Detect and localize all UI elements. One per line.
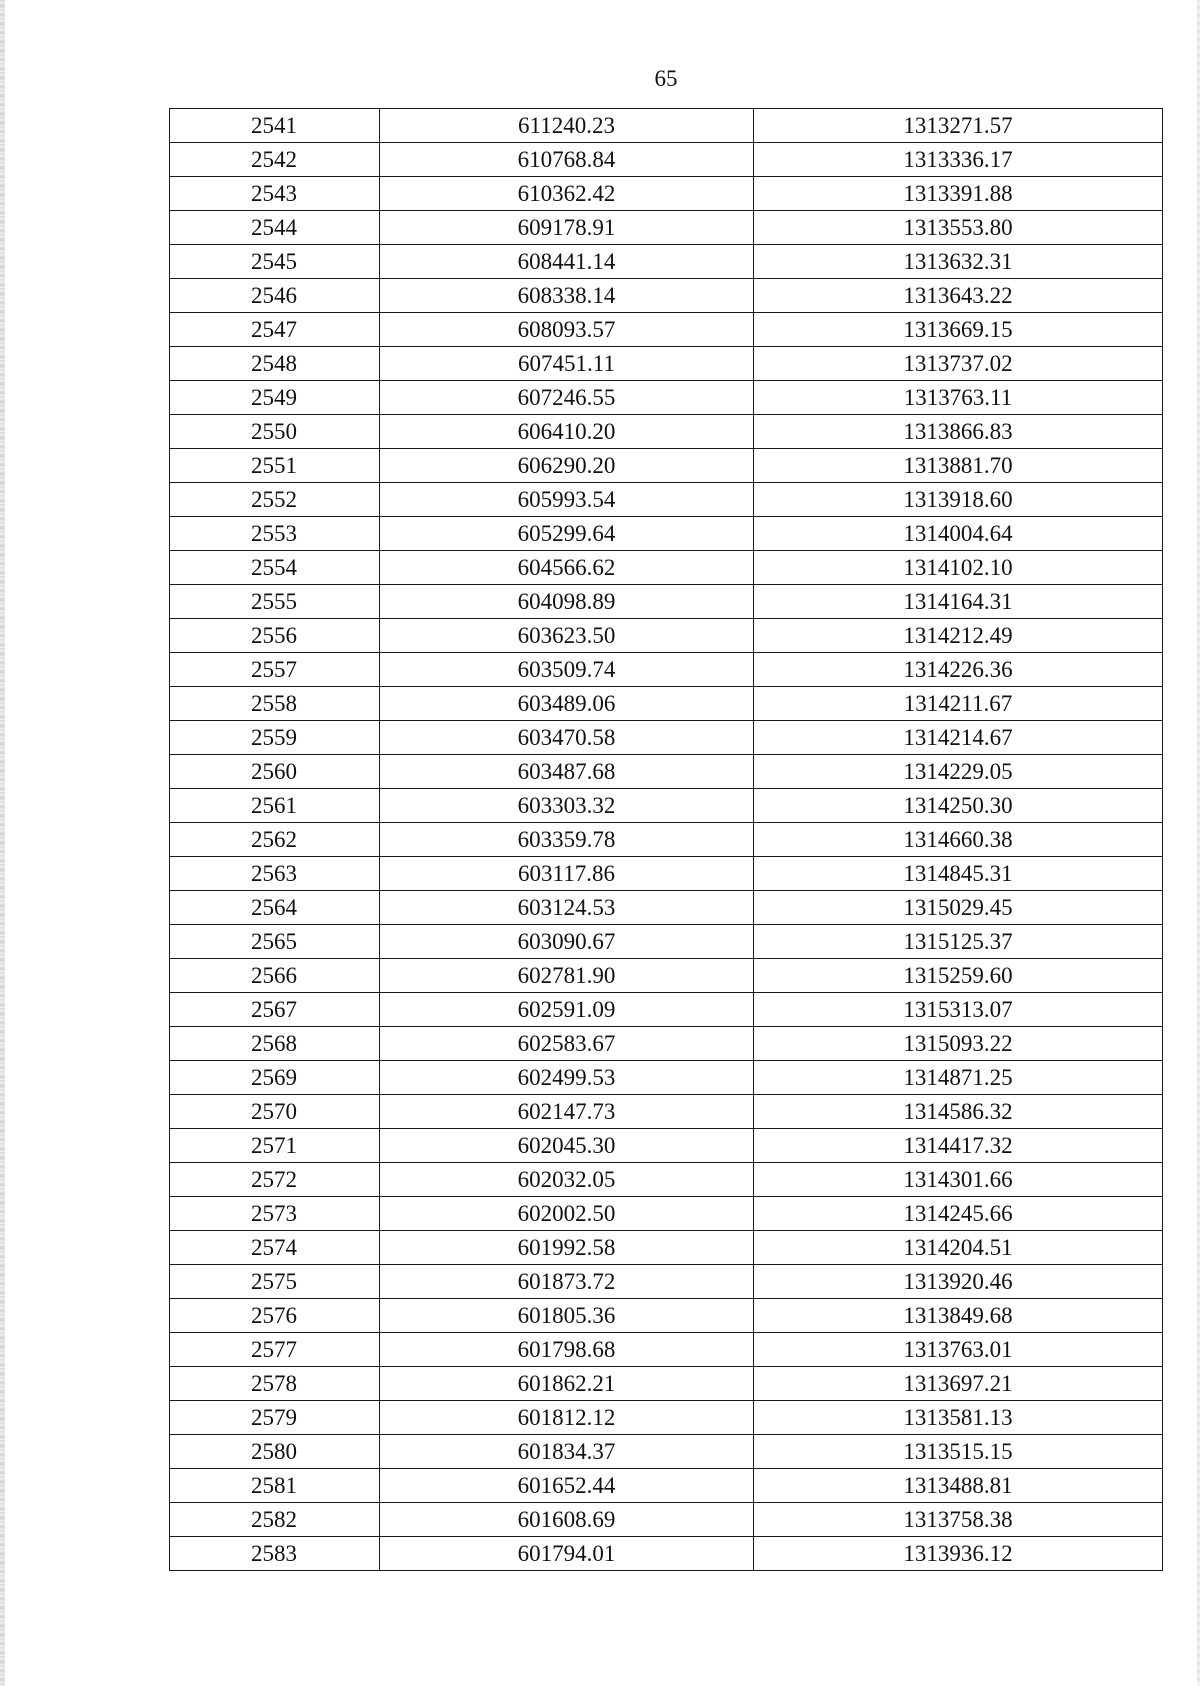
table-row (170, 653, 1163, 687)
table-row (170, 1367, 1163, 1401)
x-coordinate-cell: 605299.64 (380, 517, 754, 551)
point-number-cell: 2571 (170, 1129, 380, 1163)
y-coordinate-cell: 1314204.51 (754, 1231, 1163, 1265)
table-row (170, 245, 1163, 279)
point-number-cell: 2572 (170, 1163, 380, 1197)
x-coordinate-cell: 601992.58 (380, 1231, 754, 1265)
point-number-cell: 2558 (170, 687, 380, 721)
y-coordinate-cell: 1313763.01 (754, 1333, 1163, 1367)
table-row (170, 449, 1163, 483)
y-coordinate-cell: 1314226.36 (754, 653, 1163, 687)
point-number-cell: 2541 (170, 109, 380, 143)
x-coordinate-cell: 603359.78 (380, 823, 754, 857)
x-coordinate-cell: 601652.44 (380, 1469, 754, 1503)
point-number-cell: 2544 (170, 211, 380, 245)
point-number-cell: 2576 (170, 1299, 380, 1333)
x-coordinate-cell: 601798.68 (380, 1333, 754, 1367)
x-coordinate-cell: 608441.14 (380, 245, 754, 279)
x-coordinate-cell: 607451.11 (380, 347, 754, 381)
table-row (170, 1503, 1163, 1537)
table-row (170, 755, 1163, 789)
x-coordinate-cell: 611240.23 (380, 109, 754, 143)
table-row (170, 925, 1163, 959)
point-number-cell: 2575 (170, 1265, 380, 1299)
y-coordinate-cell: 1313849.68 (754, 1299, 1163, 1333)
y-coordinate-cell: 1315093.22 (754, 1027, 1163, 1061)
table-row (170, 721, 1163, 755)
table-row (170, 517, 1163, 551)
y-coordinate-cell: 1314301.66 (754, 1163, 1163, 1197)
table-row (170, 857, 1163, 891)
x-coordinate-cell: 603303.32 (380, 789, 754, 823)
x-coordinate-cell: 603470.58 (380, 721, 754, 755)
table-row (170, 211, 1163, 245)
table-row (170, 585, 1163, 619)
point-number-cell: 2554 (170, 551, 380, 585)
y-coordinate-cell: 1313643.22 (754, 279, 1163, 313)
table-row (170, 789, 1163, 823)
table-row (170, 1231, 1163, 1265)
x-coordinate-cell: 601794.01 (380, 1537, 754, 1571)
x-coordinate-cell: 602002.50 (380, 1197, 754, 1231)
x-coordinate-cell: 602045.30 (380, 1129, 754, 1163)
point-number-cell: 2556 (170, 619, 380, 653)
x-coordinate-cell: 606290.20 (380, 449, 754, 483)
x-coordinate-cell: 604098.89 (380, 585, 754, 619)
x-coordinate-cell: 603487.68 (380, 755, 754, 789)
point-number-cell: 2561 (170, 789, 380, 823)
y-coordinate-cell: 1313881.70 (754, 449, 1163, 483)
table-row (170, 551, 1163, 585)
point-number-cell: 2564 (170, 891, 380, 925)
point-number-cell: 2551 (170, 449, 380, 483)
y-coordinate-cell: 1314229.05 (754, 755, 1163, 789)
point-number-cell: 2562 (170, 823, 380, 857)
point-number-cell: 2582 (170, 1503, 380, 1537)
table-row (170, 313, 1163, 347)
point-number-cell: 2546 (170, 279, 380, 313)
page-number: 65 (654, 66, 678, 91)
y-coordinate-cell: 1313669.15 (754, 313, 1163, 347)
table-row (170, 109, 1163, 143)
x-coordinate-cell: 601608.69 (380, 1503, 754, 1537)
point-number-cell: 2573 (170, 1197, 380, 1231)
point-number-cell: 2545 (170, 245, 380, 279)
x-coordinate-cell: 604566.62 (380, 551, 754, 585)
y-coordinate-cell: 1313920.46 (754, 1265, 1163, 1299)
table-row (170, 1469, 1163, 1503)
y-coordinate-cell: 1314102.10 (754, 551, 1163, 585)
x-coordinate-cell: 603117.86 (380, 857, 754, 891)
point-number-cell: 2548 (170, 347, 380, 381)
point-number-cell: 2550 (170, 415, 380, 449)
y-coordinate-cell: 1313737.02 (754, 347, 1163, 381)
y-coordinate-cell: 1315029.45 (754, 891, 1163, 925)
x-coordinate-cell: 603509.74 (380, 653, 754, 687)
point-number-cell: 2563 (170, 857, 380, 891)
point-number-cell: 2579 (170, 1401, 380, 1435)
x-coordinate-cell: 602583.67 (380, 1027, 754, 1061)
x-coordinate-cell: 609178.91 (380, 211, 754, 245)
table-row (170, 891, 1163, 925)
table-row (170, 1095, 1163, 1129)
point-number-cell: 2569 (170, 1061, 380, 1095)
table-row (170, 279, 1163, 313)
point-number-cell: 2557 (170, 653, 380, 687)
point-number-cell: 2567 (170, 993, 380, 1027)
table-row (170, 993, 1163, 1027)
y-coordinate-cell: 1314212.49 (754, 619, 1163, 653)
x-coordinate-cell: 601873.72 (380, 1265, 754, 1299)
y-coordinate-cell: 1314245.66 (754, 1197, 1163, 1231)
y-coordinate-cell: 1313488.81 (754, 1469, 1163, 1503)
table-row (170, 415, 1163, 449)
y-coordinate-cell: 1313936.12 (754, 1537, 1163, 1571)
x-coordinate-cell: 603489.06 (380, 687, 754, 721)
x-coordinate-cell: 601834.37 (380, 1435, 754, 1469)
y-coordinate-cell: 1313763.11 (754, 381, 1163, 415)
y-coordinate-cell: 1314004.64 (754, 517, 1163, 551)
table-row (170, 1333, 1163, 1367)
table-row (170, 1265, 1163, 1299)
x-coordinate-cell: 607246.55 (380, 381, 754, 415)
y-coordinate-cell: 1315313.07 (754, 993, 1163, 1027)
y-coordinate-cell: 1315259.60 (754, 959, 1163, 993)
point-number-cell: 2553 (170, 517, 380, 551)
x-coordinate-cell: 601812.12 (380, 1401, 754, 1435)
point-number-cell: 2560 (170, 755, 380, 789)
y-coordinate-cell: 1314660.38 (754, 823, 1163, 857)
y-coordinate-cell: 1313697.21 (754, 1367, 1163, 1401)
table-row (170, 381, 1163, 415)
point-number-cell: 2574 (170, 1231, 380, 1265)
y-coordinate-cell: 1314417.32 (754, 1129, 1163, 1163)
point-number-cell: 2568 (170, 1027, 380, 1061)
y-coordinate-cell: 1314211.67 (754, 687, 1163, 721)
y-coordinate-cell: 1313336.17 (754, 143, 1163, 177)
y-coordinate-cell: 1313515.15 (754, 1435, 1163, 1469)
x-coordinate-cell: 602591.09 (380, 993, 754, 1027)
point-number-cell: 2549 (170, 381, 380, 415)
y-coordinate-cell: 1313918.60 (754, 483, 1163, 517)
point-number-cell: 2570 (170, 1095, 380, 1129)
table-row (170, 1197, 1163, 1231)
table-row (170, 959, 1163, 993)
coordinates-table (169, 108, 1163, 1571)
y-coordinate-cell: 1314871.25 (754, 1061, 1163, 1095)
y-coordinate-cell: 1313632.31 (754, 245, 1163, 279)
point-number-cell: 2581 (170, 1469, 380, 1503)
point-number-cell: 2566 (170, 959, 380, 993)
x-coordinate-cell: 602147.73 (380, 1095, 754, 1129)
table-row (170, 347, 1163, 381)
x-coordinate-cell: 610768.84 (380, 143, 754, 177)
point-number-cell: 2580 (170, 1435, 380, 1469)
point-number-cell: 2578 (170, 1367, 380, 1401)
x-coordinate-cell: 608093.57 (380, 313, 754, 347)
table-row (170, 1027, 1163, 1061)
point-number-cell: 2555 (170, 585, 380, 619)
point-number-cell: 2559 (170, 721, 380, 755)
table-row (170, 1537, 1163, 1571)
x-coordinate-cell: 601862.21 (380, 1367, 754, 1401)
x-coordinate-cell: 602032.05 (380, 1163, 754, 1197)
table-row (170, 687, 1163, 721)
x-coordinate-cell: 603623.50 (380, 619, 754, 653)
y-coordinate-cell: 1313553.80 (754, 211, 1163, 245)
y-coordinate-cell: 1313271.57 (754, 109, 1163, 143)
table-row (170, 1401, 1163, 1435)
y-coordinate-cell: 1313758.38 (754, 1503, 1163, 1537)
table-row (170, 619, 1163, 653)
y-coordinate-cell: 1313866.83 (754, 415, 1163, 449)
table-row (170, 1129, 1163, 1163)
y-coordinate-cell: 1315125.37 (754, 925, 1163, 959)
x-coordinate-cell: 605993.54 (380, 483, 754, 517)
y-coordinate-cell: 1314845.31 (754, 857, 1163, 891)
point-number-cell: 2577 (170, 1333, 380, 1367)
y-coordinate-cell: 1313581.13 (754, 1401, 1163, 1435)
table-row (170, 177, 1163, 211)
y-coordinate-cell: 1314586.32 (754, 1095, 1163, 1129)
table-row (170, 143, 1163, 177)
y-coordinate-cell: 1314164.31 (754, 585, 1163, 619)
point-number-cell: 2547 (170, 313, 380, 347)
coordinates-table-body (170, 109, 1163, 1571)
scan-edge-left (0, 0, 5, 1686)
point-number-cell: 2583 (170, 1537, 380, 1571)
y-coordinate-cell: 1314250.30 (754, 789, 1163, 823)
x-coordinate-cell: 608338.14 (380, 279, 754, 313)
table-row (170, 823, 1163, 857)
x-coordinate-cell: 606410.20 (380, 415, 754, 449)
table-row (170, 1435, 1163, 1469)
x-coordinate-cell: 601805.36 (380, 1299, 754, 1333)
x-coordinate-cell: 603124.53 (380, 891, 754, 925)
x-coordinate-cell: 603090.67 (380, 925, 754, 959)
x-coordinate-cell: 602781.90 (380, 959, 754, 993)
point-number-cell: 2565 (170, 925, 380, 959)
y-coordinate-cell: 1313391.88 (754, 177, 1163, 211)
point-number-cell: 2552 (170, 483, 380, 517)
x-coordinate-cell: 610362.42 (380, 177, 754, 211)
table-row (170, 1061, 1163, 1095)
table-row (170, 1163, 1163, 1197)
table-row (170, 1299, 1163, 1333)
y-coordinate-cell: 1314214.67 (754, 721, 1163, 755)
point-number-cell: 2543 (170, 177, 380, 211)
table-row (170, 483, 1163, 517)
point-number-cell: 2542 (170, 143, 380, 177)
x-coordinate-cell: 602499.53 (380, 1061, 754, 1095)
